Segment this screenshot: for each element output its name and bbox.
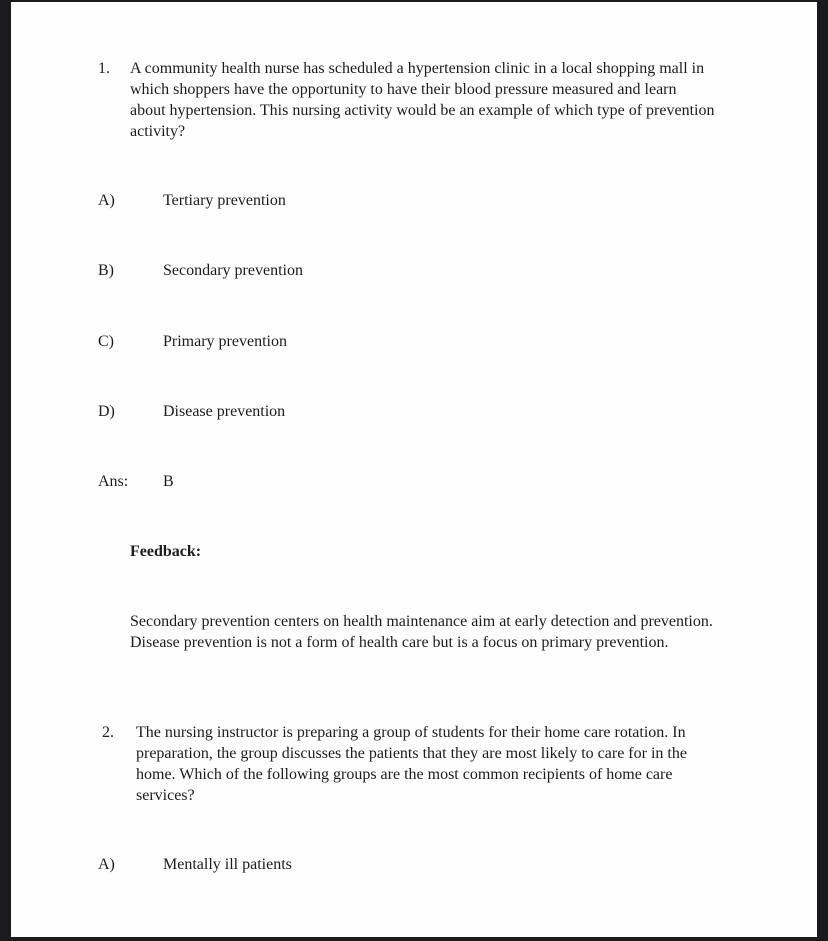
question-1-number: 1. — [98, 60, 110, 77]
q1-option-a-text: Tertiary prevention — [163, 192, 286, 209]
question-2 — [102, 722, 717, 806]
q1-option-d-text: Disease prevention — [163, 403, 286, 420]
q1-option-d — [98, 401, 285, 422]
q1-option-a-label: A) — [98, 192, 115, 209]
question-1 — [98, 58, 715, 142]
q1-option-b-text: Secondary prevention — [163, 262, 303, 279]
question-1-text: A community health nurse has scheduled a hypertension clinic in a local shopping mall in which shoppers have the opportunity to have their blood pressure measured and learn about hypertension. This nursing activity would be an example of which type of prevention activity? — [130, 60, 715, 140]
q1-option-a — [98, 190, 286, 211]
q1-option-d-label: D) — [98, 403, 115, 420]
q2-option-a — [98, 854, 292, 875]
document-page — [11, 2, 817, 937]
q1-option-c-label: C) — [98, 333, 114, 350]
q1-option-b-label: B) — [98, 262, 114, 279]
q1-option-c — [98, 331, 287, 352]
q2-option-a-text: Mentally ill patients — [163, 856, 292, 873]
q1-answer-label: Ans: — [98, 473, 129, 490]
q1-answer-value: B — [163, 473, 174, 490]
q1-feedback-paragraph — [130, 611, 731, 653]
q1-feedback-text: Secondary prevention centers on health maintenance aim at early detection and prevention. Disease prevention is not a form of health care but is a focus on primary prevention. — [130, 613, 713, 651]
q1-option-c-text: Primary prevention — [163, 333, 287, 350]
q1-feedback-heading-text: Feedback: — [130, 543, 202, 560]
question-2-text: The nursing instructor is preparing a group of students for their home care rotation. In preparation, the group discusses the patients that they are most likely to care for in the home. Which of the following groups are the most common recipients of home care services? — [136, 724, 687, 804]
q1-option-b — [98, 260, 303, 281]
q1-answer-row — [98, 471, 174, 492]
question-2-number: 2. — [102, 724, 114, 741]
q2-option-a-label: A) — [98, 856, 115, 873]
q1-feedback-heading — [130, 541, 201, 562]
